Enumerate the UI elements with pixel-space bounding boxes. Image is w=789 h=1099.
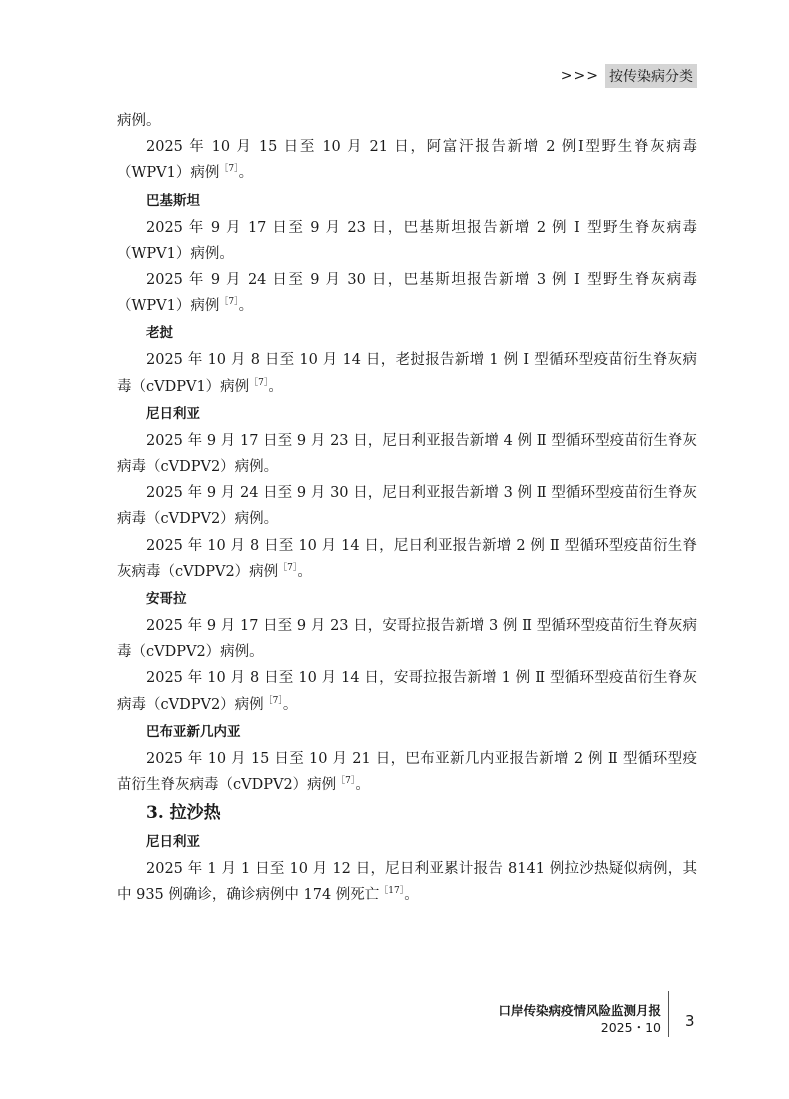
country-subheading: 老挝: [146, 325, 173, 342]
reference-marker: ［17］: [379, 886, 405, 897]
paragraph-tail: 。: [355, 777, 370, 794]
paragraph-tail: 。: [282, 696, 298, 713]
page-body: [117, 108, 697, 909]
paragraph: [117, 215, 697, 267]
running-footer: [498, 1002, 661, 1036]
paragraph: [117, 533, 697, 585]
paragraph: [117, 347, 697, 399]
paragraph-text: 2025 年 10 月 8 日至 10 月 14 日，尼日利亚报告新增 2 例 Ⅱ 型循环型疫苗衍生脊灰病毒（cVDPV2）病例: [117, 537, 697, 580]
page-number: 3: [685, 1012, 695, 1030]
country-subheading: 巴基斯坦: [146, 192, 200, 209]
reference-marker: ［7］: [219, 297, 239, 308]
paragraph-text: 2025 年 10 月 8 日至 10 月 14 日，安哥拉报告新增 1 例 Ⅱ 型循环型疫苗衍生脊灰病毒（cVDPV2）病例: [117, 670, 697, 713]
country-subheading: 巴布亚新几内亚: [146, 723, 241, 740]
country-subheading: 尼日利亚: [146, 834, 200, 851]
reference-marker: ［7］: [336, 776, 356, 787]
country-subheading: 安哥拉: [146, 591, 187, 608]
issue-number: 2025・10: [600, 1020, 661, 1035]
paragraph-text: 2025 年 9 月 17 日至 9 月 23 日，安哥拉报告新增 3 例 Ⅱ 型循环型疫苗衍生脊灰病毒（cVDPV2）病例。: [117, 618, 697, 661]
paragraph: [117, 267, 697, 319]
paragraph-tail: 。: [268, 378, 283, 395]
paragraph-text: 2025 年 1 月 1 日至 10 月 12 日，尼日利亚累计报告 8141 例拉沙热疑似病例，其中 935 例确诊，确诊病例中 174 例死亡: [117, 861, 697, 904]
header-arrows: >>>: [560, 68, 599, 84]
paragraph-text: 2025 年 10 月 15 日至 10 月 21 日，巴布亚新几内亚报告新增 2 例 Ⅱ 型循环型疫苗衍生脊灰病毒（cVDPV2）病例: [117, 750, 697, 794]
header-section-label: 按传染病分类: [605, 64, 697, 88]
paragraph-text: 2025 年 9 月 24 日至 9 月 30 日，尼日利亚报告新增 3 例 Ⅱ 型循环型疫苗衍生脊灰病毒（cVDPV2）病例。: [117, 485, 697, 528]
section-heading: 3. 拉沙热: [146, 803, 221, 824]
paragraph-text: 2025 年 10 月 8 日至 10 月 14 日，老挝报告新增 1 例 Ⅰ 型循环型疫苗衍生脊灰病毒（cVDPV1）病例: [117, 352, 697, 395]
paragraph: [117, 428, 697, 480]
country-subheading: 尼日利亚: [146, 405, 200, 422]
reference-marker: ［7］: [249, 377, 269, 388]
reference-marker: ［7］: [263, 695, 283, 706]
paragraph-tail: 。: [238, 298, 254, 315]
paragraph-text: 2025 年 9 月 17 日至 9 月 23 日，巴基斯坦报告新增 2 例 Ⅰ 型野生脊灰病毒（WPV1）病例。: [117, 219, 697, 262]
footer-divider: [668, 991, 669, 1037]
running-header: [561, 64, 697, 88]
publication-title: 口岸传染病疫情风险监测月报: [498, 1003, 661, 1018]
paragraph-tail: 。: [297, 563, 312, 580]
paragraph-tail: 。: [404, 887, 419, 904]
paragraph: [117, 665, 697, 717]
paragraph-text: 2025 年 10 月 15 日至 10 月 21 日，阿富汗报告新增 2 例Ⅰ型野生脊灰病毒（WPV1）病例: [117, 139, 697, 182]
paragraph: [117, 480, 697, 532]
paragraph: [117, 108, 697, 134]
paragraph: [117, 134, 697, 186]
paragraph-text: 2025 年 9 月 24 日至 9 月 30 日，巴基斯坦报告新增 3 例 Ⅰ 型野生脊灰病毒（WPV1）病例: [117, 272, 697, 315]
reference-marker: ［7］: [219, 164, 239, 175]
reference-marker: ［7］: [278, 562, 298, 573]
paragraph: [117, 613, 697, 665]
paragraph: [117, 856, 697, 908]
paragraph-tail: 。: [238, 165, 254, 182]
paragraph-text: 2025 年 9 月 17 日至 9 月 23 日，尼日利亚报告新增 4 例 Ⅱ 型循环型疫苗衍生脊灰病毒（cVDPV2）病例。: [117, 432, 697, 476]
paragraph-text: 病例。: [117, 113, 161, 129]
paragraph: [117, 746, 697, 798]
